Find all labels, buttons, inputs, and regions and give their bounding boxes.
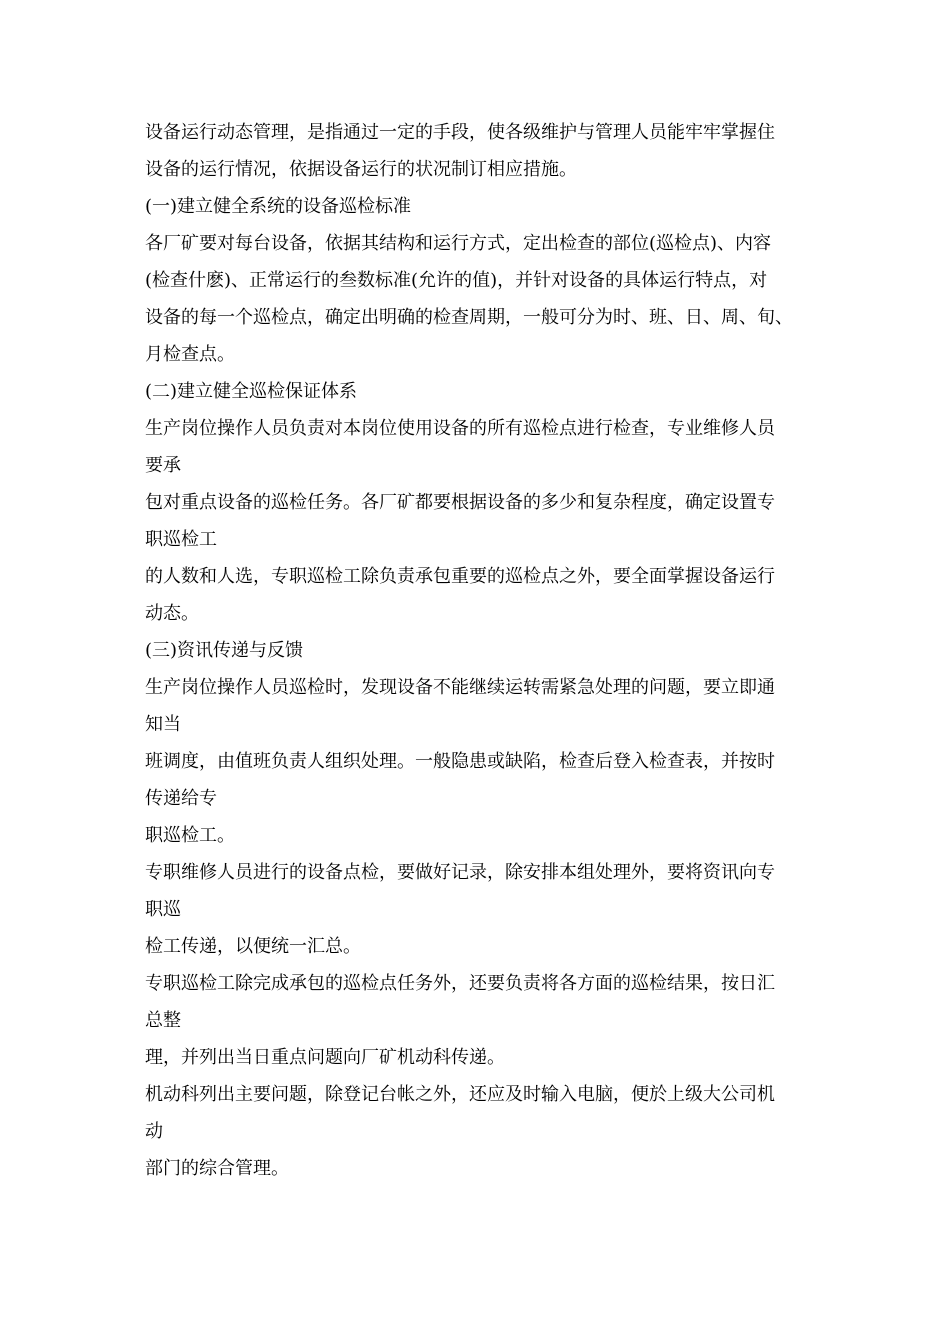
- text-line: 职巡: [145, 899, 181, 920]
- text-line: 要承: [145, 455, 181, 476]
- text-line: 传递给专: [145, 788, 217, 809]
- text-line: 职巡检工: [145, 529, 217, 550]
- text-line: 生产岗位操作人员巡检时，发现设备不能继续运转需紧急处理的问题，要立即通: [145, 677, 775, 698]
- text-line: 知当: [145, 714, 181, 735]
- section-heading: (一)建立健全系统的设备巡检标准: [145, 196, 412, 217]
- text-line: 月检查点。: [145, 344, 235, 365]
- section-heading: (二)建立健全巡检保证体系: [145, 381, 358, 402]
- text-line: 设备的每一个巡检点，确定出明确的检查周期，一般可分为时、班、日、周、旬、: [145, 307, 793, 328]
- document-body: [145, 114, 815, 1187]
- text-line: 专职维修人员进行的设备点检，要做好记录，除安排本组处理外，要将资讯向专: [145, 862, 775, 883]
- text-line: 机动科列出主要问题，除登记台帐之外，还应及时输入电脑，便於上级大公司机: [145, 1084, 775, 1105]
- text-line: 总整: [145, 1010, 181, 1031]
- text-line: 检工传递，以便统一汇总。: [145, 936, 361, 957]
- section-heading: (三)资讯传递与反馈: [145, 640, 304, 661]
- text-line: 的人数和人选，专职巡检工除负责承包重要的巡检点之外，要全面掌握设备运行: [145, 566, 775, 587]
- text-line: 生产岗位操作人员负责对本岗位使用设备的所有巡检点进行检查，专业维修人员: [145, 418, 775, 439]
- text-line: 各厂矿要对每台设备，依据其结构和运行方式，定出检查的部位(巡检点)、内容: [145, 233, 772, 254]
- text-line: 动态。: [145, 603, 199, 624]
- text-line: (检查什麽)、正常运行的叁数标准(允许的值)，并针对设备的具体运行特点，对: [145, 270, 768, 291]
- text-line: 专职巡检工除完成承包的巡检点任务外，还要负责将各方面的巡检结果，按日汇: [145, 973, 775, 994]
- text-line: 理，并列出当日重点问题向厂矿机动科传递。: [145, 1047, 505, 1068]
- text-line: 设备的运行情况，依据设备运行的状况制订相应措施。: [145, 159, 577, 180]
- text-line: 包对重点设备的巡检任务。各厂矿都要根据设备的多少和复杂程度，确定设置专: [145, 492, 775, 513]
- text-line: 设备运行动态管理，是指通过一定的手段，使各级维护与管理人员能牢牢掌握住: [145, 122, 775, 143]
- text-line: 职巡检工。: [145, 825, 235, 846]
- text-line: 动: [145, 1121, 163, 1142]
- text-line: 部门的综合管理。: [145, 1158, 289, 1179]
- text-line: 班调度，由值班负责人组织处理。一般隐患或缺陷，检查后登入检查表，并按时: [145, 751, 775, 772]
